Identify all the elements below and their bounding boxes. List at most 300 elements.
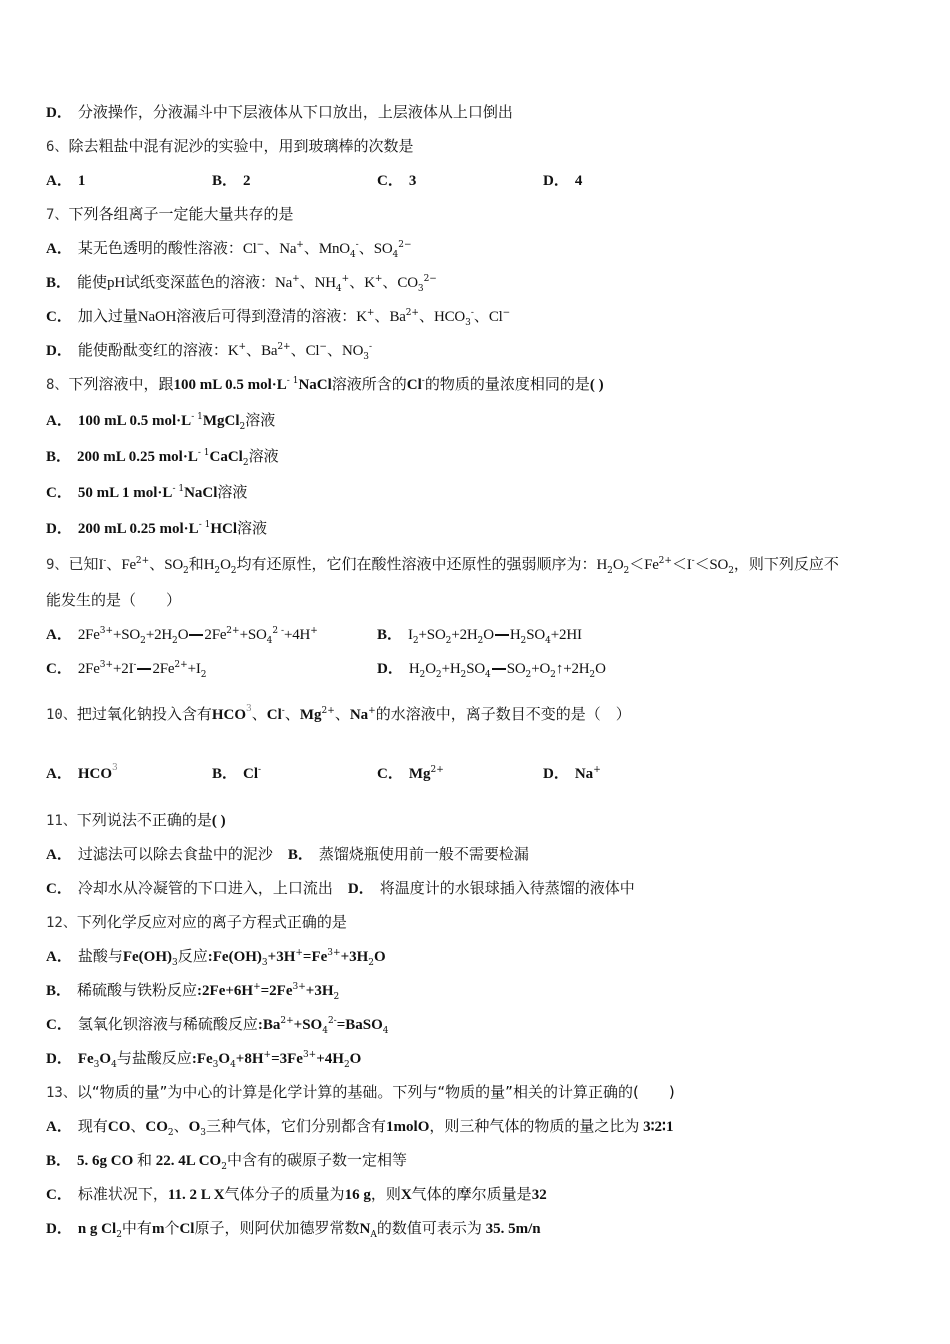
answer-option <box>377 763 444 783</box>
text-segment: H <box>596 557 608 573</box>
text-segment: 、 <box>374 307 390 325</box>
text-segment: O <box>612 557 624 573</box>
text-segment: 3 <box>200 1128 207 1138</box>
text-segment: O <box>349 1051 362 1067</box>
text-segment: X <box>400 1187 412 1203</box>
text-segment: 试纸变深蓝色的溶液： <box>124 273 275 291</box>
text-segment: - <box>470 308 474 318</box>
text-segment: N <box>359 1221 371 1237</box>
text-segment: 2 <box>623 566 630 576</box>
text-segment: 200 mL 0.25 mol·L <box>77 449 198 465</box>
text-segment: 32 <box>531 1187 547 1203</box>
option-label: D． <box>377 661 403 677</box>
text-segment: Cl <box>242 241 257 257</box>
text-segment: 4 <box>545 636 551 646</box>
text-segment: 2 <box>172 636 178 646</box>
text-segment: Na <box>274 275 293 291</box>
answer-option <box>543 170 582 190</box>
text-segment: 2+ <box>321 706 335 716</box>
text-segment: HCO <box>211 707 247 723</box>
option-label: B． <box>46 449 72 465</box>
text-segment: 100 mL 0.5 mol·L <box>173 377 287 393</box>
answer-option <box>46 102 513 122</box>
text-segment: +4H <box>284 627 311 643</box>
text-segment: 2 <box>412 636 419 646</box>
text-segment: K <box>227 343 239 359</box>
text-segment: - <box>281 706 285 716</box>
text-segment: - <box>133 660 137 670</box>
text-segment: 除去粗盐中混有泥沙的实验中，用到玻璃棒的次数是 <box>68 137 414 155</box>
text-segment: ，则 <box>370 1185 401 1203</box>
text-segment: + <box>368 706 376 716</box>
text-segment: 2 <box>140 636 146 646</box>
text-segment: 冷却水从冷凝管的下口进入，上口流出 <box>77 879 348 897</box>
text-segment: 2 <box>214 566 221 576</box>
option-label: A． <box>46 1119 72 1135</box>
text-segment: SO <box>373 241 393 257</box>
text-segment: 、 <box>284 705 300 723</box>
answer-option <box>46 1218 541 1238</box>
text-segment: NaCl <box>298 377 332 393</box>
text-segment: Mg <box>299 707 322 723</box>
text-segment: ( ) <box>211 813 226 829</box>
text-segment: H <box>509 627 521 643</box>
text-segment: 、 <box>173 1117 189 1135</box>
text-segment: ，则下列反应不 <box>733 555 839 573</box>
option-label: C． <box>377 766 403 782</box>
text-segment: - 1 <box>286 376 299 386</box>
option-label: A． <box>46 241 72 257</box>
text-segment: 2+ <box>135 556 150 566</box>
text-segment: =Fe <box>302 949 328 965</box>
text-segment: + <box>366 308 375 318</box>
text-segment: + <box>310 626 318 636</box>
question-stem <box>46 374 604 394</box>
equals-bar-icon <box>495 634 509 636</box>
text-segment: 中有 <box>121 1219 152 1237</box>
text-segment: +SO <box>239 627 267 643</box>
text-segment: +3H <box>340 949 369 965</box>
text-segment: − <box>256 240 265 250</box>
answer-option <box>46 1150 407 1170</box>
text-segment: 2 <box>525 670 532 680</box>
answer-option <box>46 170 85 190</box>
question-number: 8、 <box>46 377 69 393</box>
text-segment: Fe <box>77 1051 94 1067</box>
text-segment: 3+ <box>99 660 114 670</box>
text-segment: 2 <box>183 566 189 576</box>
text-segment: 2 <box>368 958 375 968</box>
option-label: D． <box>46 1051 72 1067</box>
answer-option <box>377 658 606 678</box>
text-segment: 3 <box>465 318 471 328</box>
text-segment: + <box>253 982 261 992</box>
text-segment: - <box>355 240 359 250</box>
text-segment: 、 <box>303 239 319 257</box>
text-segment: 能使 <box>77 273 108 291</box>
answer-option <box>46 878 635 898</box>
text-segment: NH <box>314 275 336 291</box>
text-segment: H <box>203 557 215 573</box>
text-segment: + <box>593 765 601 775</box>
text-segment: Na <box>279 241 297 257</box>
text-segment: 过滤法可以除去食盐中的泥沙 <box>77 845 288 863</box>
text-segment: 200 mL 0.25 mol·L <box>77 521 199 537</box>
text-segment: - 1 <box>172 484 185 494</box>
text-segment: + <box>263 1050 272 1060</box>
text-segment: 、 <box>246 341 262 359</box>
text-segment: NO <box>341 343 364 359</box>
text-segment: HCO <box>77 766 113 782</box>
text-segment: :2Fe+6H <box>197 983 254 999</box>
text-segment: 个 <box>164 1219 180 1237</box>
text-segment: + <box>374 274 383 284</box>
text-segment: 中含有的碳原子数一定相等 <box>226 1151 407 1169</box>
text-segment: O <box>483 627 494 643</box>
text-segment: 2 - <box>272 626 284 636</box>
text-segment: 、 <box>299 273 315 291</box>
option-label: A． <box>46 949 72 965</box>
text-segment: Cl <box>266 707 282 723</box>
text-segment: :Ba <box>257 1017 281 1033</box>
text-segment: 、 <box>251 705 267 723</box>
text-segment: +SO <box>113 627 141 643</box>
text-segment: K <box>364 275 375 291</box>
answer-option <box>46 410 275 430</box>
text-segment: − <box>502 308 511 318</box>
text-segment: 3 <box>93 1060 100 1070</box>
option-label: B． <box>377 627 403 643</box>
text-segment: Na <box>349 707 369 723</box>
answer-option <box>46 272 437 292</box>
question-number: 6、 <box>46 139 69 155</box>
text-segment: ↑+2H <box>555 661 590 677</box>
answer-option <box>46 844 529 864</box>
text-segment: - <box>368 342 373 352</box>
answer-option <box>46 340 372 360</box>
text-segment: ( ) <box>589 377 604 393</box>
text-segment: +4H <box>316 1051 344 1067</box>
text-segment: O <box>99 1051 112 1067</box>
text-segment: CO <box>107 1119 131 1135</box>
text-segment: 某无色透明的酸性溶液： <box>77 239 243 257</box>
text-segment: 2 <box>200 670 207 680</box>
text-segment: 22. 4L CO <box>152 1153 222 1169</box>
option-label: B． <box>287 847 313 863</box>
text-segment: 35. 5m/n <box>481 1221 541 1237</box>
text-segment: 的数值可表示为 <box>376 1219 482 1237</box>
text-segment: 与盐酸反应 <box>116 1049 192 1067</box>
answer-option <box>46 1184 547 1204</box>
text-segment: 3+ <box>292 982 306 992</box>
question-stem <box>46 554 839 574</box>
question-number: 10、 <box>46 707 77 723</box>
answer-option <box>46 946 386 966</box>
equals-bar-icon <box>492 668 506 670</box>
text-segment: 3 <box>172 958 178 968</box>
text-segment: CaCl <box>209 449 243 465</box>
text-segment: 4 <box>574 173 583 189</box>
text-segment: - 1 <box>191 412 203 422</box>
text-segment: 分液操作，分液漏斗中下层液体从下口放出，上层液体从上口倒出 <box>77 103 513 121</box>
text-segment: 盐酸与 <box>77 947 123 965</box>
text-segment: 2 <box>239 422 246 432</box>
text-segment: 3 <box>212 1060 219 1070</box>
text-segment: 2− <box>398 240 412 250</box>
text-segment: 2 <box>116 1230 122 1240</box>
answer-option <box>377 624 582 644</box>
question-number: 11、 <box>46 813 77 829</box>
text-segment: Cl <box>305 343 320 359</box>
text-segment: ，则三种气体的物质的量之比为 <box>429 1117 640 1135</box>
option-label: C． <box>46 1017 72 1033</box>
text-segment: 和 <box>188 555 204 573</box>
text-segment: +8H <box>235 1051 264 1067</box>
text-segment: 3 <box>417 284 424 294</box>
text-segment: - <box>421 376 425 386</box>
text-segment: ＜SO <box>694 557 729 573</box>
text-segment: 溶液后可得到澄清的溶液： <box>176 307 357 325</box>
option-label: C． <box>46 309 72 325</box>
text-segment: + <box>295 948 303 958</box>
text-segment: 2 <box>607 566 613 576</box>
text-segment: 4 <box>266 636 273 646</box>
option-label: A． <box>46 627 72 643</box>
text-segment: 3+ <box>99 626 114 636</box>
text-segment: 、 <box>130 1117 146 1135</box>
text-segment: 3 <box>261 958 268 968</box>
text-segment: 2+ <box>658 556 672 566</box>
answer-option <box>46 1048 361 1068</box>
text-segment: O <box>218 1051 231 1067</box>
text-segment: 2 <box>343 1060 350 1070</box>
text-segment: 4 <box>485 670 491 680</box>
text-segment: +H <box>441 661 461 677</box>
text-segment: MgCl <box>202 413 240 429</box>
text-segment: 3+ <box>327 948 341 958</box>
question-number: 12、 <box>46 915 77 931</box>
option-label: D． <box>46 521 72 537</box>
text-segment: 和 <box>137 1151 153 1169</box>
text-segment: + <box>296 240 304 250</box>
answer-option <box>46 446 279 466</box>
text-segment: 4 <box>335 284 342 294</box>
text-segment: 2+ <box>430 765 444 775</box>
option-label: C． <box>46 485 72 501</box>
text-segment: 溶液 <box>237 519 268 537</box>
text-segment: 2+ <box>405 308 419 318</box>
text-segment: 、 <box>473 307 489 325</box>
text-segment: 2 <box>419 670 426 680</box>
text-segment: 气体分子的质量为 <box>224 1185 345 1203</box>
text-segment: 4 <box>382 1026 389 1036</box>
text-segment: O <box>374 949 386 965</box>
text-segment: 下列溶液中，跟 <box>68 375 174 393</box>
text-segment: 50 mL 1 mol·L <box>77 485 173 501</box>
text-segment: +O <box>531 661 551 677</box>
question-number: 13、 <box>46 1085 77 1101</box>
answer-option <box>46 624 318 644</box>
text-segment: 5. 6g CO <box>77 1153 138 1169</box>
text-segment: +SO <box>418 627 446 643</box>
text-segment: 溶液 <box>248 447 279 465</box>
option-label: B． <box>212 766 238 782</box>
answer-option <box>46 482 247 502</box>
text-segment: 溶液 <box>217 483 248 501</box>
text-segment: pH <box>107 275 125 291</box>
question-stem <box>46 810 226 830</box>
answer-option <box>46 658 206 678</box>
option-label: C． <box>46 661 72 677</box>
text-segment: 4 <box>322 1026 328 1036</box>
text-segment: m <box>151 1221 165 1237</box>
text-segment: 2Fe <box>152 661 175 677</box>
text-segment: 的物质的量浓度相同的是 <box>424 375 590 393</box>
answer-option <box>46 1014 389 1034</box>
text-segment: 2 <box>460 670 467 680</box>
text-segment: :Fe(OH) <box>207 949 262 965</box>
text-segment: 2 <box>230 566 237 576</box>
text-segment: Cl <box>488 309 503 325</box>
text-segment: 标准状况下， <box>77 1185 168 1203</box>
text-segment: Cl <box>179 1221 195 1237</box>
text-segment: 4 <box>349 250 356 260</box>
answer-option <box>543 763 601 783</box>
text-segment: 2 <box>477 636 484 646</box>
text-segment: CO <box>145 1119 168 1135</box>
text-segment: Cl <box>406 377 422 393</box>
text-segment: 2+ <box>280 1016 294 1026</box>
text-segment: - <box>691 556 695 566</box>
text-segment: ＜I <box>671 557 692 573</box>
text-segment: - <box>103 556 107 566</box>
text-segment: 4 <box>111 1060 117 1070</box>
option-label: B． <box>46 275 72 291</box>
text-segment: +2H <box>451 627 478 643</box>
text-segment: 、 <box>326 341 342 359</box>
option-label: B． <box>212 173 238 189</box>
text-segment: 、 <box>358 239 374 257</box>
option-label: A． <box>46 847 72 863</box>
text-segment: 溶液 <box>245 411 276 429</box>
text-segment: - 1 <box>197 448 210 458</box>
option-label: B． <box>46 983 72 999</box>
text-segment: 三种气体，它们分别都含有 <box>206 1117 387 1135</box>
text-segment: 3∶2∶1 <box>639 1119 674 1135</box>
option-label: B． <box>46 1153 72 1169</box>
text-segment: NaCl <box>184 485 218 501</box>
text-segment: +SO <box>293 1017 323 1033</box>
text-segment: SO <box>164 557 183 573</box>
option-label: C． <box>377 173 403 189</box>
answer-option <box>377 170 416 190</box>
text-segment: 3 <box>246 704 252 714</box>
text-segment: 2+ <box>277 342 291 352</box>
option-label: A． <box>46 173 72 189</box>
text-segment: 2 <box>221 1162 227 1172</box>
text-segment: 能发生的是（ ） <box>46 591 182 609</box>
text-segment: 、 <box>382 273 398 291</box>
text-segment: 2 <box>167 1128 174 1138</box>
question-number: 7、 <box>46 207 69 223</box>
answer-option <box>46 980 339 1000</box>
text-segment: 2− <box>423 274 437 284</box>
text-segment: :Fe <box>191 1051 213 1067</box>
text-segment: O <box>177 627 189 643</box>
answer-option <box>212 170 251 190</box>
text-segment: SO <box>506 661 526 677</box>
text-segment: SO <box>466 661 486 677</box>
text-segment: 的水溶液中，离子数目不变的是（ ） <box>375 705 631 723</box>
text-segment: 下列各组离子一定能大量共存的是 <box>68 205 294 223</box>
text-segment: Cl <box>243 766 259 782</box>
answer-option <box>46 238 412 258</box>
text-segment: 16 g <box>344 1187 371 1203</box>
text-segment: 3+ <box>302 1050 317 1060</box>
text-segment: 1molO <box>386 1119 430 1135</box>
text-segment: 4 <box>392 250 399 260</box>
text-segment: − <box>319 342 327 352</box>
text-segment: 2 <box>550 670 556 680</box>
text-segment: 2 <box>243 173 251 189</box>
text-segment: +2HI <box>550 627 582 643</box>
text-segment: 稀硫酸与铁粉反应 <box>77 981 198 999</box>
text-segment: n g Cl <box>77 1221 117 1237</box>
text-segment: O <box>188 1119 201 1135</box>
text-segment: 反应 <box>177 947 208 965</box>
text-segment: HCO <box>434 309 466 325</box>
question-number: 9、 <box>46 557 69 573</box>
text-segment: O <box>595 661 606 677</box>
question-stem <box>46 204 293 224</box>
text-segment: 3 <box>112 763 118 773</box>
text-segment: HCl <box>210 521 237 537</box>
text-segment: 2 <box>445 636 452 646</box>
text-segment: 1 <box>77 173 86 189</box>
text-segment: 3 <box>363 352 369 362</box>
option-label: C． <box>46 1187 72 1203</box>
text-segment: 加入过量 <box>77 307 138 325</box>
text-segment: 、 <box>349 273 365 291</box>
text-segment: 下列说法不正确的是 <box>76 811 212 829</box>
text-segment: 、 <box>334 705 350 723</box>
option-label: D． <box>347 881 374 897</box>
equals-bar-icon <box>189 634 203 636</box>
text-segment: K <box>356 309 367 325</box>
text-segment: 能使酚酞变红的溶液： <box>77 341 228 359</box>
text-segment: 11. 2 L X <box>167 1187 225 1203</box>
text-segment: 、 <box>418 307 434 325</box>
text-segment: Ba <box>261 343 278 359</box>
text-segment: 2- <box>327 1016 337 1026</box>
text-segment: 、 <box>149 555 165 573</box>
text-segment: 4 <box>230 1060 236 1070</box>
text-segment: 2Fe <box>204 627 227 643</box>
text-segment: 下列化学反应对应的离子方程式正确的是 <box>76 913 347 931</box>
text-segment: 蒸馏烧瓶使用前一般不需要检漏 <box>318 845 529 863</box>
text-segment: Na <box>574 766 594 782</box>
question-stem <box>46 136 413 156</box>
text-segment: I <box>408 627 413 643</box>
text-segment: 把过氧化钠投入含有 <box>76 705 212 723</box>
option-label: C． <box>46 881 72 897</box>
question-stem <box>46 1082 675 1102</box>
text-segment: =3Fe <box>271 1051 303 1067</box>
text-segment: - <box>258 765 262 775</box>
text-segment: SO <box>526 627 546 643</box>
text-segment: 、 <box>106 555 122 573</box>
text-segment: 100 mL 0.5 mol·L <box>77 413 192 429</box>
